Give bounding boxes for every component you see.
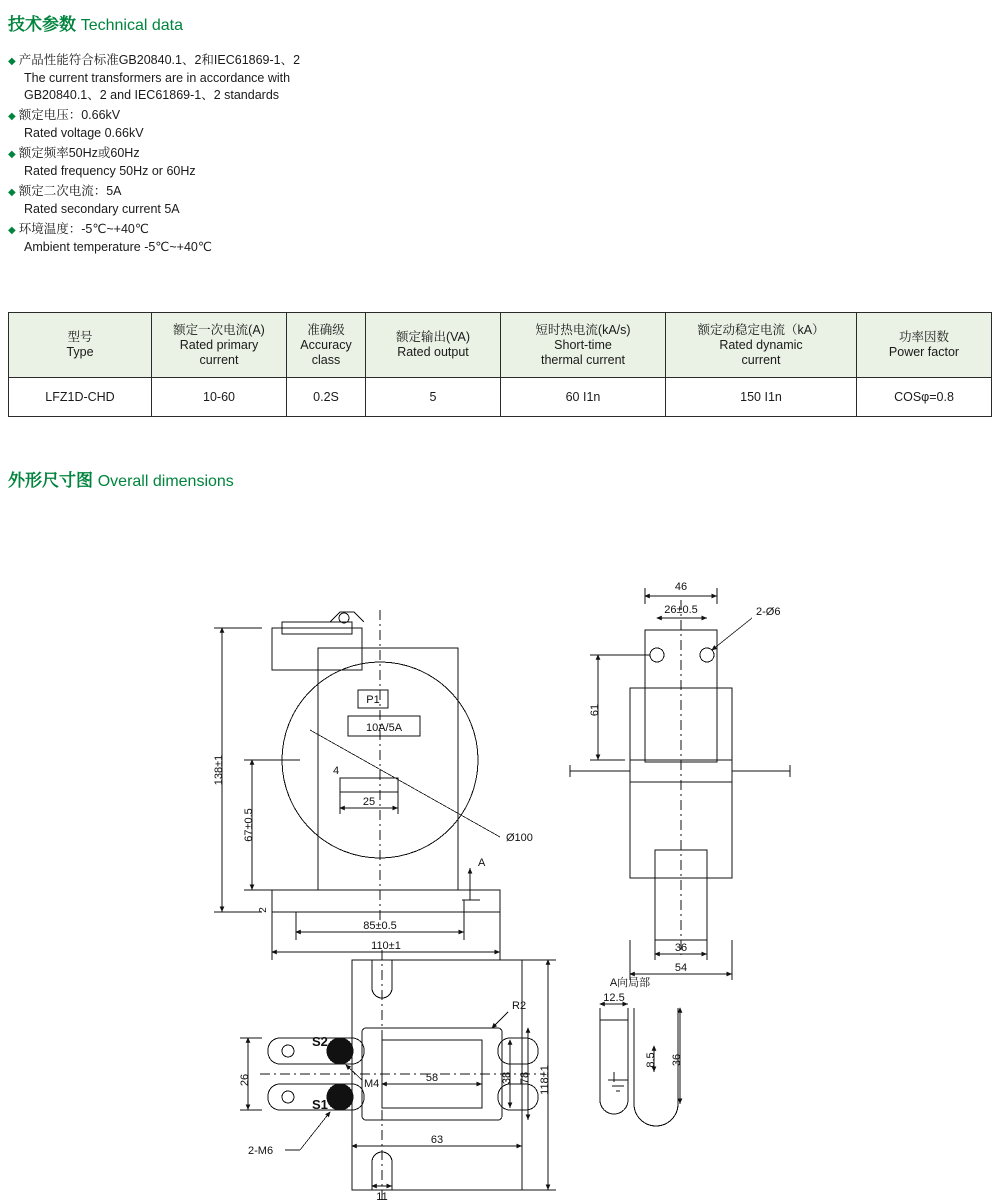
spec-text-cn: 额定电压：0.66kV xyxy=(18,108,121,122)
side-view xyxy=(570,588,790,980)
table-header-cell xyxy=(287,313,366,378)
list-item xyxy=(8,221,648,256)
header-en: Rated dynamic xyxy=(719,337,803,352)
label-2-dia6: 2-Ø6 xyxy=(756,606,781,618)
header-en2: current xyxy=(741,352,781,367)
label-11: 11 xyxy=(376,1191,388,1201)
table-cell-thermal-current: 60 I1n xyxy=(501,378,666,417)
table-header-cell xyxy=(9,313,152,378)
spec-cn xyxy=(8,183,648,201)
diamond-bullet-icon: ◆ xyxy=(8,56,16,67)
header-cn: 额定一次电流(A) xyxy=(173,322,265,337)
spec-text-cn: 环境温度：-5℃~+40℃ xyxy=(18,222,149,236)
overall-dimensions-title-cn: 外形尺寸图 xyxy=(8,471,93,490)
spec-en-1: Rated secondary current 5A xyxy=(24,202,180,216)
header-en: Rated primary xyxy=(179,337,259,352)
technical-data-title xyxy=(8,10,183,35)
table-cell-type: LFZ1D-CHD xyxy=(9,378,152,417)
spec-text-cn: 产品性能符合标准GB20840.1、2和IEC61869-1、2 xyxy=(18,53,301,67)
table-header-cell xyxy=(366,313,501,378)
label-26pm: 26±0.5 xyxy=(664,604,698,616)
label-138: 138±1 xyxy=(213,754,225,786)
header-cn: 额定动稳定电流（kA） xyxy=(697,322,825,337)
label-78: 78 xyxy=(519,1071,531,1085)
overall-dimensions-title-en: Overall dimensions xyxy=(97,473,234,490)
spec-en-1: Ambient temperature -5℃~+40℃ xyxy=(24,240,212,254)
table-cell-primary-current: 10-60 xyxy=(152,378,287,417)
label-85: 85±0.5 xyxy=(363,920,397,932)
spec-text-cn: 额定频率50Hz或60Hz xyxy=(18,146,140,160)
technical-data-title-en: Technical data xyxy=(80,17,184,34)
diamond-bullet-icon: ◆ xyxy=(8,225,16,236)
front-view xyxy=(214,610,500,960)
list-item xyxy=(8,52,648,104)
header-cn: 额定输出(VA) xyxy=(395,330,471,344)
header-cn: 型号 xyxy=(67,330,93,344)
spec-cn xyxy=(8,145,648,163)
technical-data-title-cn: 技术参数 xyxy=(8,15,76,34)
specification-table xyxy=(8,312,992,417)
table-header-cell xyxy=(857,313,992,378)
table-cell-dynamic-current: 150 I1n xyxy=(666,378,857,417)
table-row xyxy=(9,378,992,417)
table-cell-accuracy: 0.2S xyxy=(287,378,366,417)
table-header-cell xyxy=(501,313,666,378)
header-en: Accuracy xyxy=(300,337,352,352)
label-2-m6: 2-M6 xyxy=(248,1145,274,1157)
diamond-bullet-icon: ◆ xyxy=(8,149,16,160)
header-cn: 短时热电流(kA/s) xyxy=(535,322,631,337)
label-detail-title: A向局部 xyxy=(609,977,651,989)
diamond-bullet-icon: ◆ xyxy=(8,111,16,122)
label-12-5: 12.5 xyxy=(603,992,625,1004)
header-en: Short-time xyxy=(554,337,612,352)
label-38: 38 xyxy=(501,1071,513,1085)
header-en: Rated output xyxy=(397,345,469,359)
label-diameter: Ø100 xyxy=(506,832,533,844)
label-110: 110±1 xyxy=(371,940,401,952)
label-r2: R2 xyxy=(512,1000,527,1012)
header-cn: 功率因数 xyxy=(898,330,949,344)
table-cell-output: 5 xyxy=(366,378,501,417)
overall-dimensions-title xyxy=(8,466,234,491)
spec-cn xyxy=(8,221,648,239)
label-63: 63 xyxy=(430,1134,444,1146)
label-p1: P1 xyxy=(366,694,380,706)
label-54: 54 xyxy=(674,962,688,974)
label-58: 58 xyxy=(425,1072,439,1084)
header-en2: thermal current xyxy=(540,352,626,367)
label-2: 2 xyxy=(258,907,269,913)
label-4: 4 xyxy=(332,765,340,777)
header-cn: 准确级 xyxy=(307,322,345,337)
list-item xyxy=(8,183,648,218)
spec-en-1: Rated voltage 0.66kV xyxy=(24,126,144,140)
label-m4: M4 xyxy=(364,1078,380,1090)
spec-cn xyxy=(8,107,648,125)
drawing-svg xyxy=(0,560,1000,1201)
spec-en-1: Rated frequency 50Hz or 60Hz xyxy=(24,164,196,178)
header-en: Type xyxy=(66,345,94,359)
list-item xyxy=(8,107,648,142)
header-en2: current xyxy=(199,352,239,367)
label-ratio: 10A/5A xyxy=(365,722,403,734)
spec-en-1: The current transformers are in accordance with xyxy=(24,71,291,85)
table-header-cell xyxy=(666,313,857,378)
label-8-5: 8.5 xyxy=(645,1052,657,1068)
table-cell-power-factor: COSφ=0.8 xyxy=(857,378,992,417)
detail-view-a xyxy=(600,1004,680,1126)
label-26-top: 26 xyxy=(239,1073,251,1087)
technical-drawing xyxy=(0,560,1000,1201)
label-46: 46 xyxy=(674,581,688,593)
header-en2: class xyxy=(311,352,341,367)
label-61: 61 xyxy=(589,703,601,717)
header-en: Power factor xyxy=(888,345,960,359)
label-arrow-a: A xyxy=(478,857,486,869)
label-118: 118±1 xyxy=(539,1065,551,1095)
table-header-row xyxy=(9,313,992,378)
label-67: 67±0.5 xyxy=(243,808,255,842)
label-36-side: 36 xyxy=(674,942,688,954)
spec-en-2: GB20840.1、2 and IEC61869-1、2 standards xyxy=(24,88,280,102)
table-header-cell xyxy=(152,313,287,378)
label-25: 25 xyxy=(362,796,376,808)
label-36-detail: 36 xyxy=(671,1053,683,1067)
spec-list xyxy=(8,52,648,259)
label-s2: S2 xyxy=(312,1034,328,1049)
list-item xyxy=(8,145,648,180)
spec-text-cn: 额定二次电流：5A xyxy=(18,184,122,198)
diamond-bullet-icon: ◆ xyxy=(8,187,16,198)
spec-cn xyxy=(8,52,648,70)
label-s1: S1 xyxy=(312,1097,328,1112)
